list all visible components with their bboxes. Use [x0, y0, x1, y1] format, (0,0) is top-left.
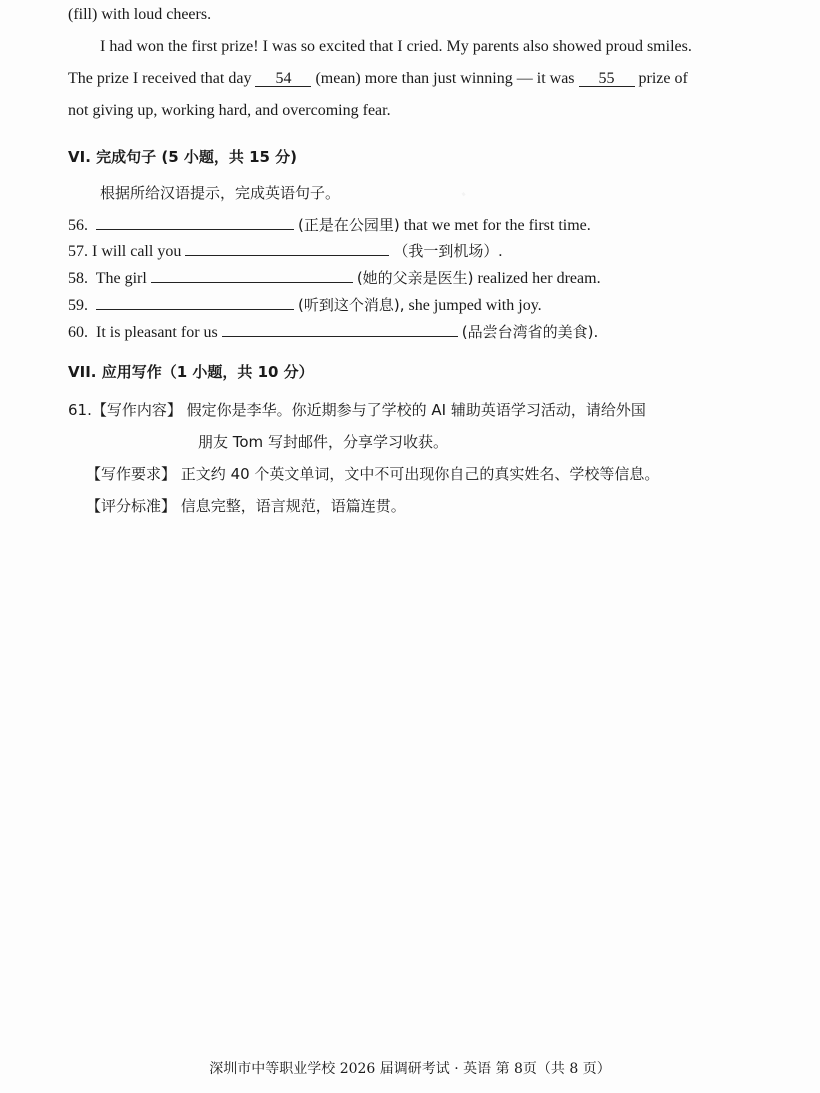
question-57: 57. I will call you （我一到机场）. — [68, 238, 502, 262]
section-6-instruction: 根据所给汉语提示，完成英语句子。 — [100, 184, 341, 202]
blank-55: 55 — [579, 69, 635, 87]
question-59: 59. (听到这个消息), she jumped with joy. — [68, 292, 542, 316]
writing-content: 61.【写作内容】 假定你是李华。你近期参与了学校的 AI 辅助英语学习活动，请给外国 — [68, 401, 646, 419]
passage-text: The prize I received that day — [68, 70, 252, 87]
answer-blank-60 — [222, 319, 458, 337]
question-58: 58. The girl (她的父亲是医生) realized her dream. — [68, 265, 601, 289]
passage-text: prize of — [638, 70, 688, 87]
section-7-title: VII. 应用写作（1 小题，共 10 分） — [68, 363, 314, 381]
passage-line-1: (fill) with loud cheers. — [68, 6, 212, 23]
passage-line-4: not giving up, working hard, and overcoming fear. — [68, 102, 391, 119]
scoring-text: 信息完整，语言规范，语篇连贯。 — [180, 497, 406, 515]
scoring-label: 【评分标准】 — [86, 497, 177, 515]
scoring-criteria — [86, 496, 406, 516]
passage-line-2: I had won the first prize! I was so excited that I cried. My parents also showed proud smiles. — [100, 38, 692, 55]
question-60: 60. It is pleasant for us (品尝台湾省的美食). — [68, 319, 598, 343]
answer-blank-59 — [96, 292, 294, 310]
writing-requirements — [86, 464, 659, 484]
answer-blank-57 — [185, 238, 389, 256]
content-text: 假定你是李华。你近期参与了学校的 AI 辅助英语学习活动，请给外国 — [186, 401, 646, 419]
answer-blank-58 — [151, 265, 353, 283]
passage-line-3 — [68, 69, 688, 89]
answer-blank-56 — [96, 212, 294, 230]
watermark: · — [452, 180, 477, 210]
requirements-text: 正文约 40 个英文单词，文中不可出现你自己的真实姓名、学校等信息。 — [180, 465, 660, 483]
blank-54: 54 — [255, 69, 311, 87]
section-6-title: VI. 完成句子 (5 小题，共 15 分) — [68, 148, 298, 166]
writing-content-line-2: 朋友 Tom 写封邮件，分享学习收获。 — [198, 433, 448, 451]
page-footer: 深圳市中等职业学校 2026 届调研考试 · 英语 第 8页（共 8 页） — [209, 1061, 611, 1077]
question-56: 56. (正是在公园里) that we met for the first time. — [68, 212, 591, 236]
passage-text: (mean) more than just winning — it was — [315, 70, 575, 87]
content-label: 【写作内容】 — [91, 401, 182, 419]
requirements-label: 【写作要求】 — [86, 465, 177, 483]
